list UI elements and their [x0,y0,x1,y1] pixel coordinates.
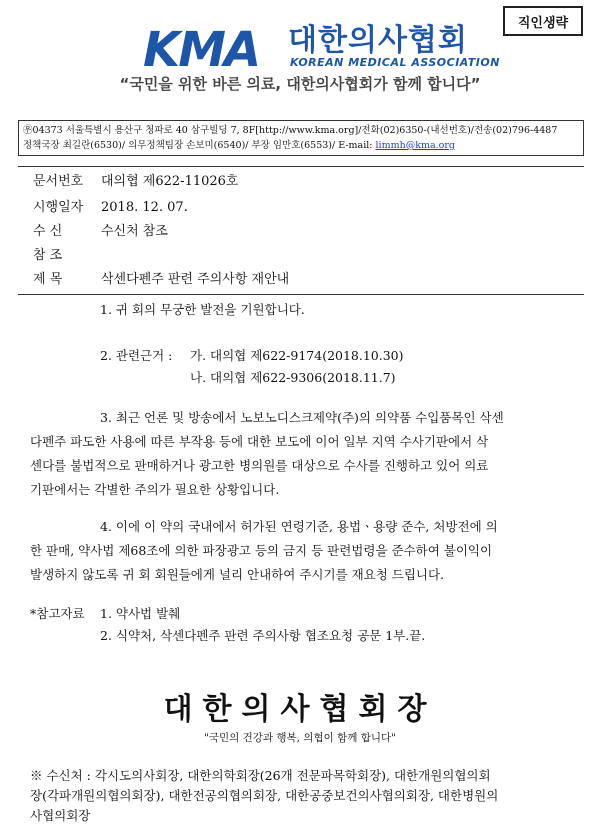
date-value: 2018. 12. 07. [101,200,188,215]
header-bottom-rule [18,294,584,295]
paragraph-4 [30,515,578,587]
recipients-line-1 [30,766,582,786]
paragraph-3 [30,406,578,502]
recipients-first: 각시도의사회장, 대한의학회장(26개 전문파목학회장), 대한개원의협의회 [94,768,491,783]
recipient-row [33,222,168,242]
contact-staff-line [23,138,579,153]
reference-row [33,246,101,266]
paragraph-3-line-1: 3. 최근 언론 및 방송에서 노보노디스크제약(주)의 의약품 수입품목인 삭센 [100,410,504,425]
contact-staff: 정책국장 최길란(6530)/ 의무정책팀장 손보미(6540)/ 부장 임만호(6553)/ E-mail: [23,140,373,151]
doc-number-label: 문서번호 [33,174,84,189]
paragraph-2-item-2: 나. 대의협 제622-9306(2018.11.7) [190,370,396,385]
logo-name-english: KOREAN MEDICAL ASSOCIATION [290,56,500,69]
date-label: 시행일자 [33,200,84,215]
subject-label: 제 목 [33,272,63,287]
attachments-label: *참고자료 [30,606,85,621]
recipients-label: ※ 수신처 : [30,768,91,783]
attachment-item-1: 1. 약사법 발췌 [100,606,181,621]
paragraph-4-line-2: 한 판매, 약사법 제68조에 의한 파장광고 등의 금지 등 판련법령을 준수하여 불이익이 [30,543,493,558]
recipients-line-3: 사협의회장 [30,808,91,823]
recipient-label: 수 신 [33,224,63,239]
paragraph-3-line-3: 센다를 불법적으로 판매하거나 광고한 병의원를 대상으로 수사를 진행하고 있어 의료 [30,458,489,473]
paragraph-3-line-4: 기판에서는 각별한 주의가 필요한 상황입니다. [30,482,280,497]
association-motto: “국민을 위한 바른 의료, 대한의사협회가 함께 합니다” [119,75,481,93]
email-link[interactable]: limmh@kma.org [375,140,456,151]
doc-number-value: 대의협 제622-11026호 [101,174,239,189]
recipients-list [30,766,582,826]
seal-omitted-stamp: 직인생략 [503,6,583,36]
paragraph-2-item-1: 가. 대의협 제622-9174(2018.10.30) [190,348,404,363]
contact-box [18,120,584,156]
doc-number-row [33,172,238,192]
signature-title: 대한의사협회장 [163,692,437,727]
paragraph-4-line-3: 발생하지 않도록 귀 회 회원들에게 널리 안내하여 주시기를 재요청 드립니다. [30,567,445,582]
paragraph-2-label: 2. 관련근거 : [100,348,173,363]
paragraph-1: 1. 귀 회의 무궁한 발전을 기원합니다. [100,302,305,317]
attachment-item-2: 2. 식약처, 삭센다펜주 판련 주의사항 협조요청 공문 1부.끝. [100,628,426,643]
paragraph-3-line-2: 다펜주 파도한 사용에 따른 부작용 등에 대한 보도에 이어 일부 지역 수사기판에서 삭 [30,434,489,449]
recipient-value: 수신처 참조 [101,224,168,239]
recipients-line-2: 장(각파개원의협의회장), 대한전공의협의회장, 대한공중보건의사협의회장, 대한병원의 [30,788,499,803]
date-row [33,198,188,218]
kma-logo: KMA [143,22,260,78]
reference-label: 참 조 [33,248,63,263]
contact-address-line: ㉾04373 서울특별시 용산구 청파로 40 삼구빌딩 7, 8F[http://www.kma.org]/전화(02)6350-(내선번호)/전송(02)796-4487 [23,125,558,136]
header-top-rule [18,166,584,167]
signature-subtitle: "국민의 건강과 행복, 의협이 함께 합니다" [204,732,396,744]
subject-row [33,270,289,290]
logo-name-korean: 대한의사협회 [288,23,468,58]
paragraph-4-line-1: 4. 이에 이 약의 국내에서 허가된 연령기준, 용법ㆍ용량 준수, 처방전에 의 [100,519,498,534]
subject-value: 삭센다펜주 판련 주의사항 재안내 [101,272,290,287]
